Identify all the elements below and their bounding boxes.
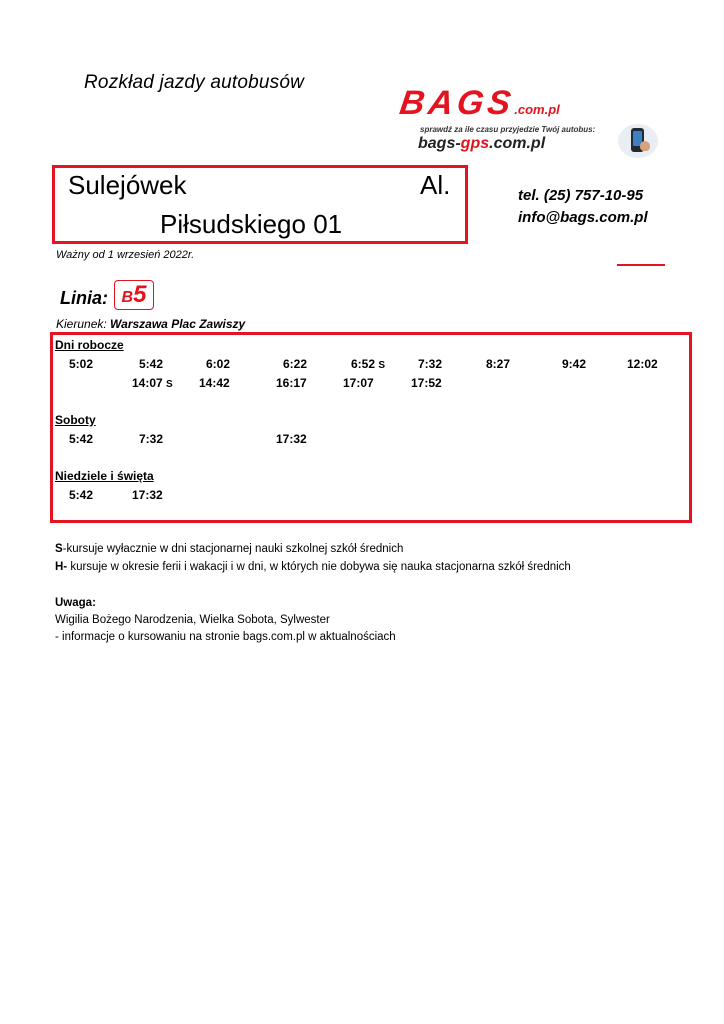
red-divider bbox=[617, 264, 665, 266]
departure-time: 16:17 bbox=[276, 376, 307, 390]
departure-time: 5:42 bbox=[69, 432, 94, 446]
departure-time: 5:42 bbox=[139, 357, 164, 371]
departure-time: 14:42 bbox=[199, 376, 230, 390]
stop-name-part1: Sulejówek bbox=[68, 170, 187, 200]
direction bbox=[56, 317, 245, 331]
line-badge bbox=[114, 280, 154, 310]
timetable-title: Rozkład jazdy autobusów bbox=[84, 72, 305, 93]
gps-logo bbox=[418, 135, 545, 153]
departure-time: 17:07 bbox=[343, 376, 374, 390]
departure-time: 8:27 bbox=[486, 357, 511, 371]
smartphone-icon bbox=[618, 124, 658, 158]
departure-time: 17:32 bbox=[132, 488, 163, 502]
departure-time: 17:32 bbox=[276, 432, 307, 446]
sundays-heading: Niedziele i święta bbox=[55, 469, 154, 483]
departure-time-flagged: 14:07 S bbox=[132, 376, 173, 390]
line-badge-number: 5 bbox=[133, 281, 147, 308]
departure-time: 9:42 bbox=[562, 357, 587, 371]
gps-logo-part1: bags- bbox=[418, 135, 461, 152]
departure-time: 12:02 bbox=[627, 357, 658, 371]
uwaga-line1: Wigilia Bożego Narodzenia, Wielka Sobota, Sylwester bbox=[55, 614, 330, 626]
departure-time: 7:32 bbox=[418, 357, 443, 371]
note-s: S-kursuje wyłacznie w dni stacjonarnej nauki szkolnej szkół średnich bbox=[55, 543, 404, 555]
uwaga-line2: - informacje o kursowaniu na stronie bags.com.pl w aktualnościach bbox=[55, 631, 396, 643]
gps-tagline: sprawdź za ile czasu przyjedzie Twój autobus: bbox=[420, 125, 596, 134]
departure-time: 6:22 bbox=[283, 357, 308, 371]
school-days-flag: S bbox=[166, 379, 173, 390]
line-badge-letter: B bbox=[121, 289, 134, 306]
departure-time-flagged: 6:52 S bbox=[351, 357, 386, 371]
direction-label: Kierunek: bbox=[56, 317, 107, 331]
contact-phone: tel. (25) 757-10-95 bbox=[518, 187, 644, 204]
line-label: Linia: bbox=[60, 288, 108, 308]
departure-time: 5:02 bbox=[69, 357, 94, 371]
saturdays-heading: Soboty bbox=[55, 413, 96, 427]
valid-from: Ważny od 1 wrzesień 2022r. bbox=[56, 249, 195, 261]
workdays-heading: Dni robocze bbox=[55, 338, 124, 352]
gps-logo-part3: .com.pl bbox=[489, 135, 546, 152]
departure-time: 7:32 bbox=[139, 432, 164, 446]
contact-email: info@bags.com.pl bbox=[518, 209, 648, 226]
departure-time: 6:02 bbox=[206, 357, 231, 371]
stop-name-part2: Al. bbox=[420, 170, 451, 200]
uwaga-heading: Uwaga: bbox=[55, 597, 96, 609]
note-h: H- kursuje w okresie ferii i wakacji i w dni, w których nie dobywa się nauka stacjonarna szkół średnich bbox=[55, 561, 571, 573]
direction-value: Warszawa Plac Zawiszy bbox=[110, 317, 246, 331]
departure-time: 5:42 bbox=[69, 488, 94, 502]
bags-logo-main: BAGS bbox=[397, 84, 517, 122]
gps-logo-part2: gps bbox=[460, 135, 490, 152]
bags-logo-domain: .com.pl bbox=[514, 102, 560, 117]
departure-time: 17:52 bbox=[411, 376, 442, 390]
school-days-flag: S bbox=[378, 360, 386, 371]
bags-logo bbox=[397, 84, 670, 122]
stop-name-part3: Piłsudskiego 01 bbox=[160, 209, 343, 239]
